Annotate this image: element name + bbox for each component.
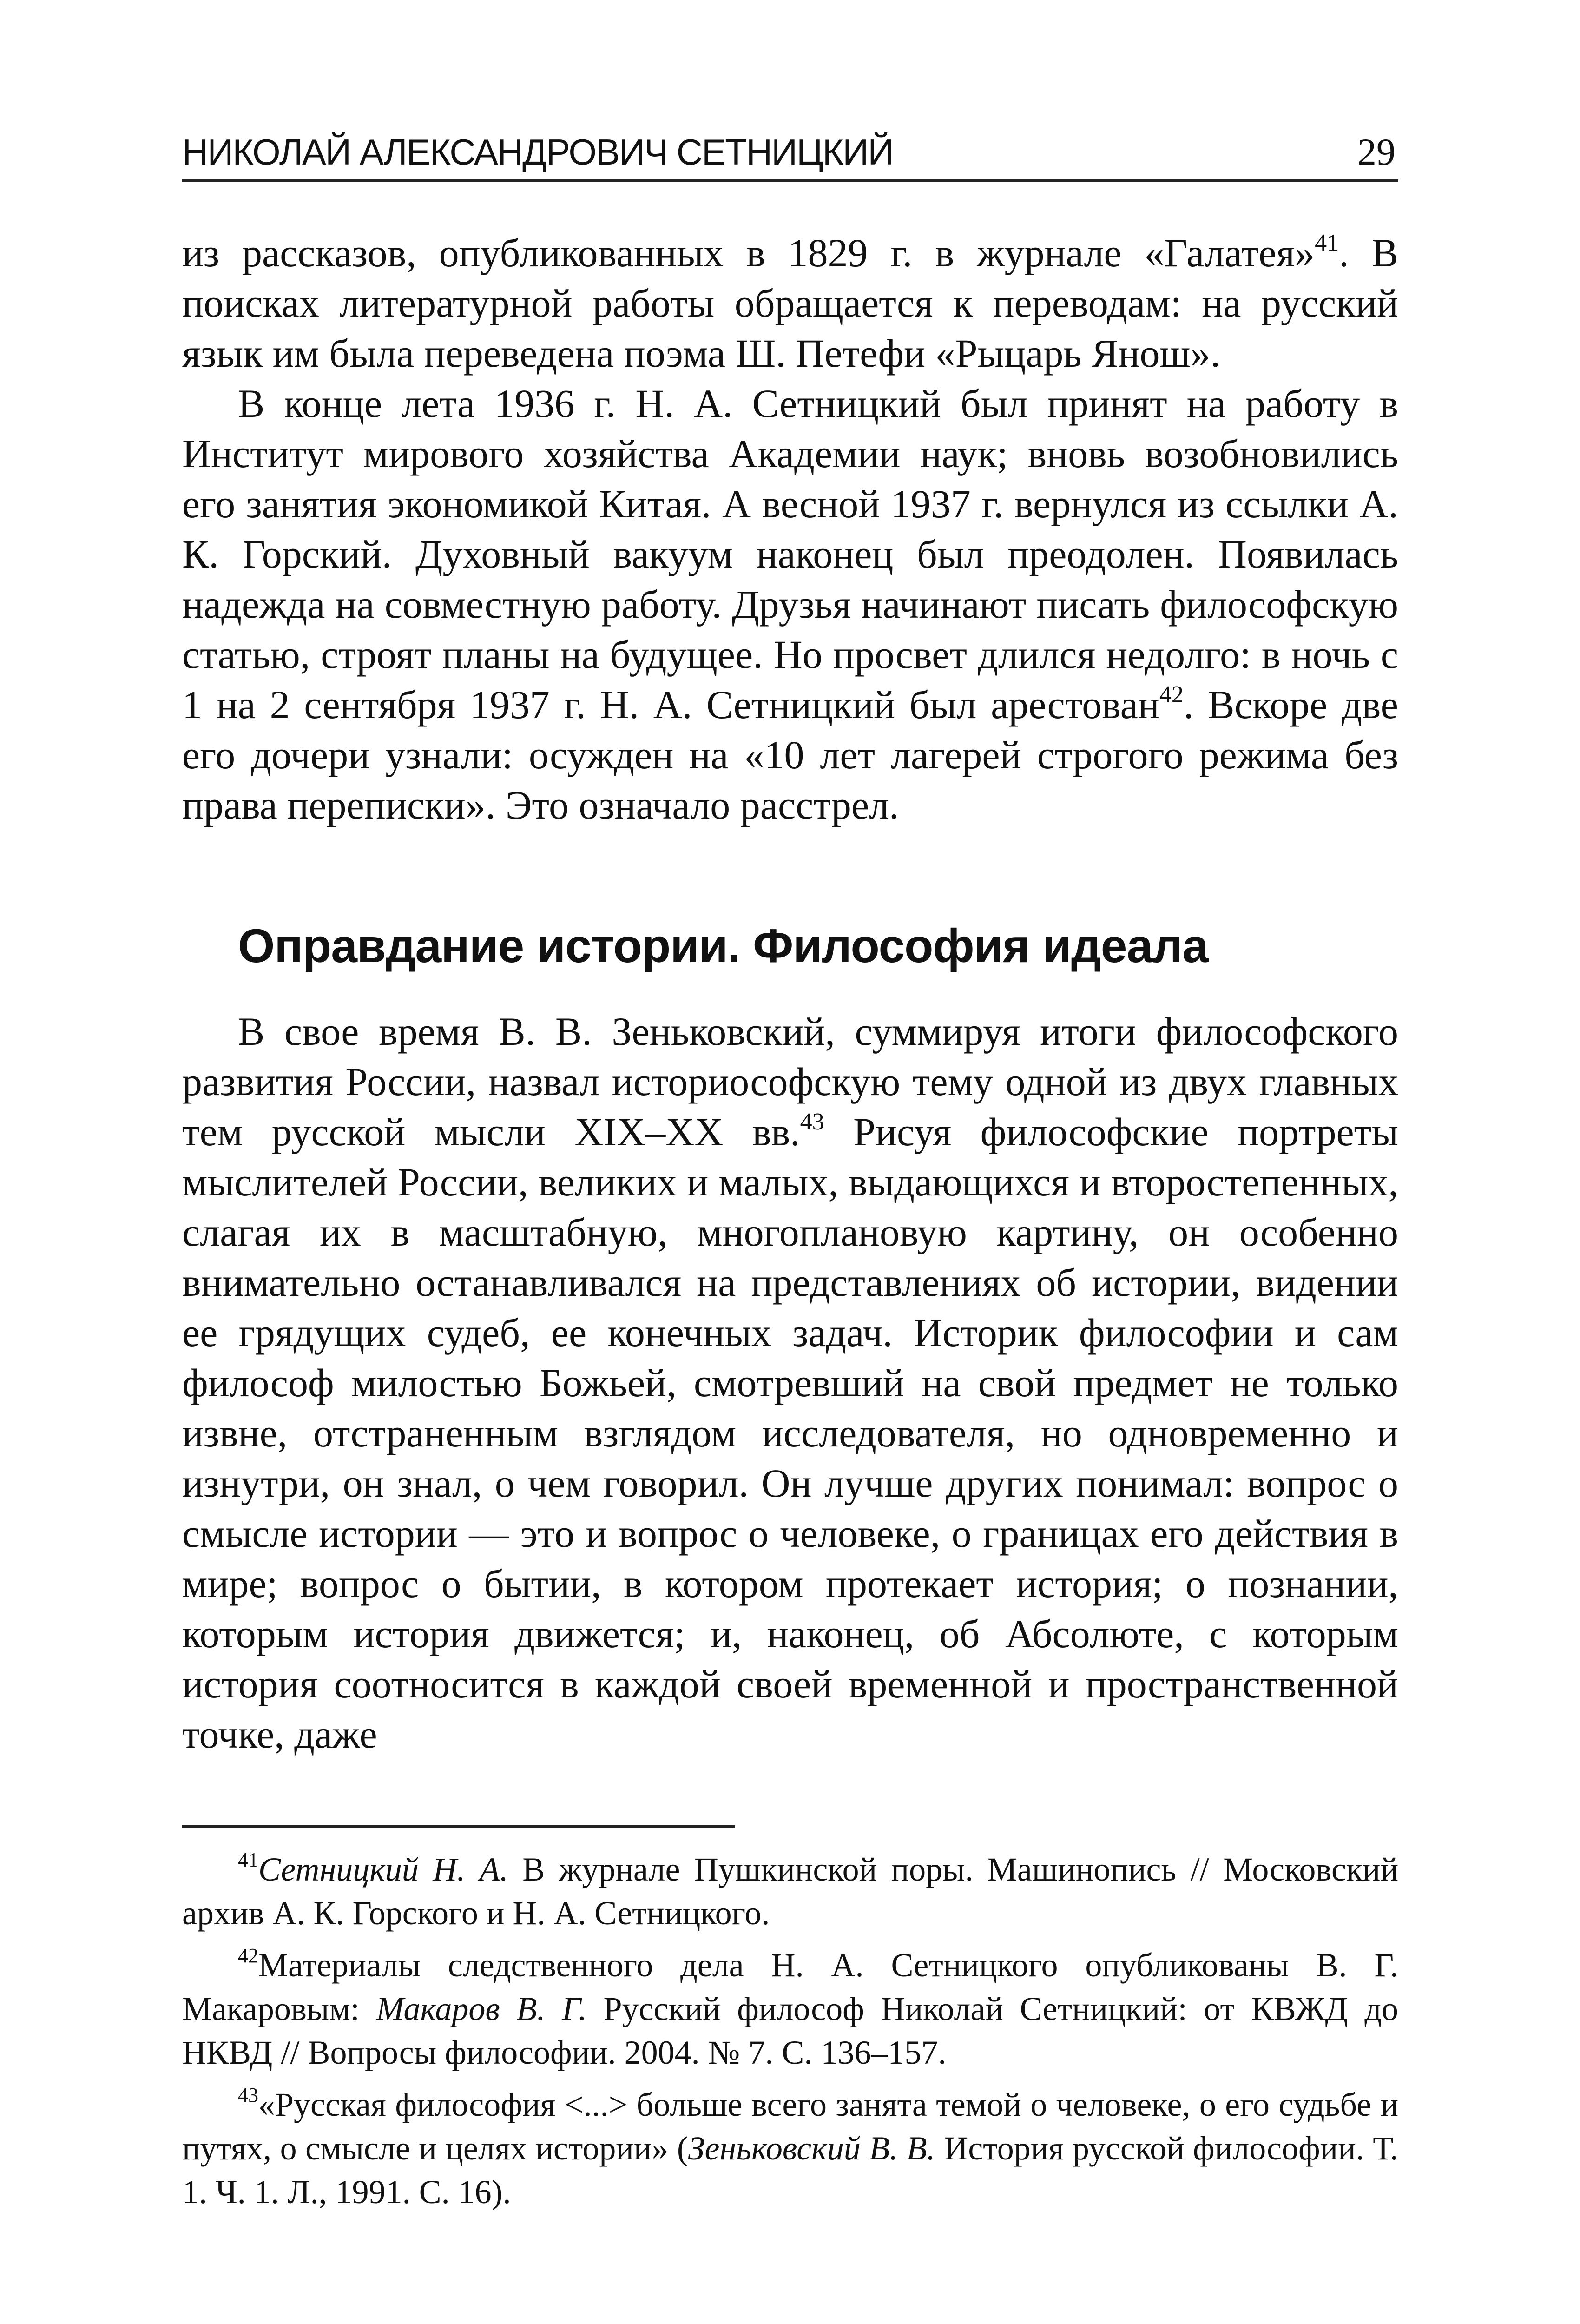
paragraph-text: В свое время В. В. Зеньковский, суммируя итоги философского развития России, назвал историософскую тему одной из двух главных тем русской мысли XIX–XX вв. bbox=[182, 1009, 1398, 1154]
paragraph-text: . Вскоре две его дочери узнали: осужден на «10 лет лагерей строгого режима без права переписки». Это означало расстрел. bbox=[182, 682, 1398, 827]
footnote-text: История русской философии. Т. 1. Ч. 1. Л., 1991. С. 16). bbox=[182, 2130, 1398, 2211]
footnotes bbox=[182, 1848, 1398, 2222]
footnote-ref: 41 bbox=[1315, 230, 1339, 256]
paragraph-text: . В поисках литературной работы обращается к переводам: на русский язык им была переведена поэма Ш. Петефи «Рыцарь Янош». bbox=[182, 231, 1398, 376]
paragraph-text: В конце лета 1936 г. Н. А. Сетницкий был принят на работу в Институт мирового хозяйства Академии наук; вновь возобновились его занятия экономикой Китая. А весной 1937 г. вернулся из ссылки А. К. Горский. Духовный вакуум наконец был преодолен. Появилась надежда на совместную работу. Друзья начинают писать философскую статью, строят планы на будущее. Но просвет длился недолго: в ночь с 1 на 2 сентября 1937 г. Н. А. Сетницкий был арестован bbox=[182, 381, 1398, 727]
paragraph-text: Рисуя философские портреты мыслителей России, великих и малых, выдающихся и второстепенных, слагая их в масштабную, многоплановую картину, он особенно внимательно останавливался на представлениях об истории, видении ее грядущих судеб, ее конечных задач. Историк философии и сам философ милостью Божьей, смотревший на свой предмет не только извне, отстраненным взглядом исследователя, но одновременно и изнутри, он знал, о чем говорил. Он лучше других понимал: вопрос о смысле истории — это и вопрос о человеке, о границах его действия в мире; вопрос о бытии, в котором протекает история; о познании, которым история движется; и, наконец, об Абсолюте, с которым история соотносится в каждой своей временной и пространственной точке, даже bbox=[182, 1109, 1398, 1756]
footnote-number: 43 bbox=[238, 2084, 258, 2106]
footnote-number: 41 bbox=[238, 1849, 258, 1871]
footnote bbox=[182, 2083, 1398, 2214]
footnote bbox=[182, 1848, 1398, 1935]
footnote-ref: 42 bbox=[1159, 681, 1184, 708]
body-text-top bbox=[182, 228, 1398, 830]
footnote-number: 42 bbox=[238, 1944, 258, 1967]
footnote-text: Русский философ Николай Сетницкий: от КВЖД до НКВД // Вопросы философии. 2004. № 7. С. 136–157. bbox=[182, 1990, 1399, 2071]
section-heading: Оправдание истории. Философия идеала bbox=[238, 919, 1208, 972]
footnote-ref: 43 bbox=[800, 1109, 824, 1135]
footnote-author: Зеньковский В. В. bbox=[688, 2130, 935, 2167]
running-header-title: НИКОЛАЙ АЛЕКСАНДРОВИЧ СЕТНИЦКИЙ bbox=[182, 132, 893, 172]
page-number: 29 bbox=[1357, 131, 1396, 173]
footnote-text: В журнале Пушкинской поры. Машинопись // Московский архив А. К. Горского и Н. А. Сетницкого. bbox=[182, 1851, 1398, 1932]
footnote-text: Материалы следственного дела Н. А. Сетницкого опубликованы В. Г. Макаровым: bbox=[182, 1947, 1398, 2027]
footnote-text: «Русская философия <...> больше всего занята темой о человеке, о его судьбе и путях, о смысле и целях истории» ( bbox=[182, 2086, 1398, 2167]
footnote bbox=[182, 1943, 1398, 2074]
paragraph bbox=[182, 1006, 1398, 1759]
paragraph bbox=[182, 228, 1398, 378]
footnote-author: Макаров В. Г. bbox=[376, 1990, 587, 2027]
running-header bbox=[182, 125, 1398, 180]
body-text-bottom bbox=[182, 1006, 1398, 1759]
paragraph-text: из рассказов, опубликованных в 1829 г. в журнале «Галатея» bbox=[182, 231, 1315, 275]
header-rule bbox=[182, 179, 1398, 182]
paragraph bbox=[182, 378, 1398, 830]
footnote-author: Сетницкий Н. А. bbox=[258, 1851, 508, 1888]
footnote-separator bbox=[182, 1825, 735, 1828]
